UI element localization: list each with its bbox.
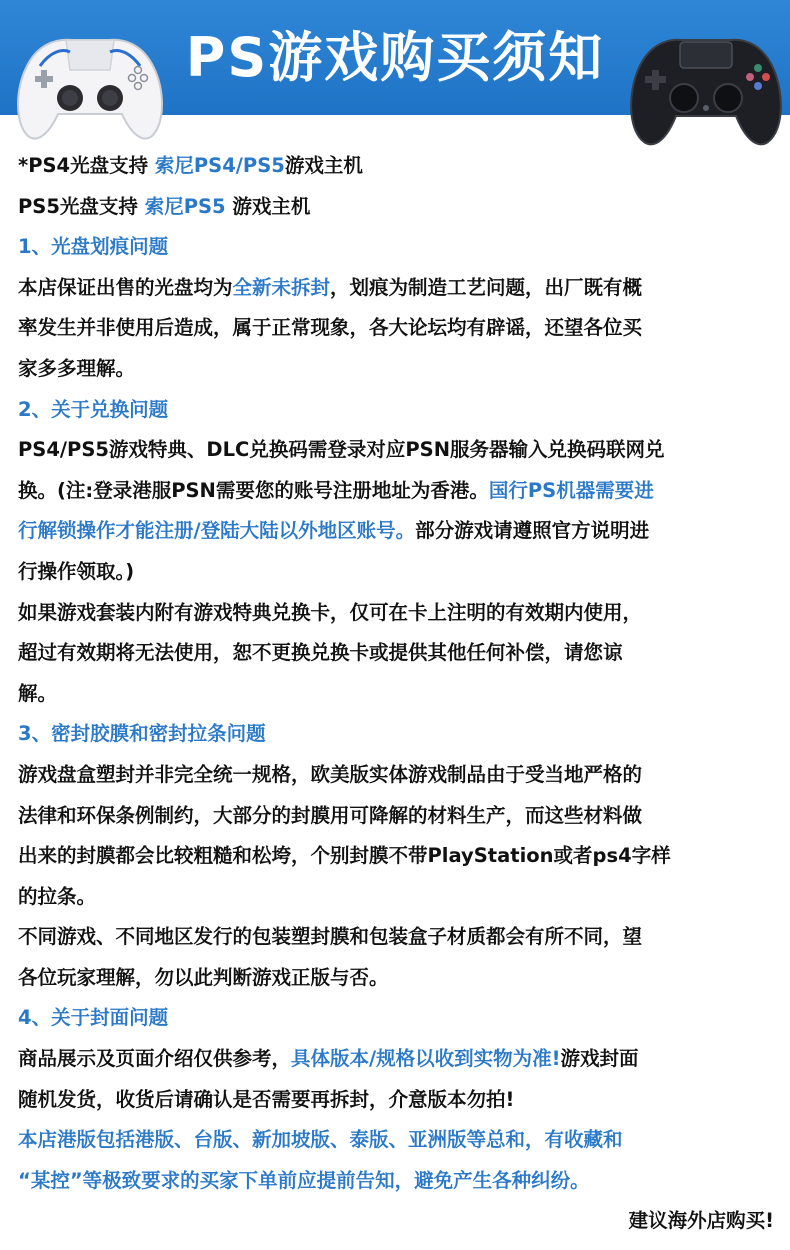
body-text: 换。(注:登录港服PSN需要您的账号注册地址为香港。	[18, 478, 489, 502]
body-text: 游戏主机	[225, 194, 311, 218]
text-line	[18, 1120, 776, 1161]
text-line	[18, 511, 776, 552]
text-line	[18, 796, 776, 837]
body-text: 行操作领取。)	[18, 559, 135, 583]
body-text: 商品展示及页面介绍仅供参考，	[18, 1047, 292, 1071]
text-line	[18, 268, 776, 309]
highlight-text: 本店港版包括港版、台版、新加坡版、泰版、亚洲版等总和，有收藏和	[18, 1128, 623, 1152]
page-title: PS游戏购买须知	[185, 26, 605, 89]
body-text: 不同游戏、不同地区发行的包装塑封膜和包装盒子材质都会有所不同，望	[18, 925, 643, 949]
text-line	[18, 430, 776, 471]
body-text: 的拉条。	[18, 884, 97, 908]
text-line	[18, 552, 776, 593]
highlight-text: 2、关于兑换问题	[18, 397, 169, 421]
body-text: 建议海外店购买!	[628, 1209, 774, 1233]
body-text: ，划痕为制造工艺问题，出厂既有概	[330, 275, 643, 299]
highlight-text: “某控”等极致要求的买家下单前应提前告知，避免产生各种纠纷。	[18, 1168, 590, 1192]
body-text: 本店保证出售的光盘均为	[18, 275, 233, 299]
body-text: 各位玩家理解，勿以此判断游戏正版与否。	[18, 965, 389, 989]
body-text: *PS4光盘支持	[18, 154, 155, 177]
section-heading	[18, 227, 776, 268]
text-line	[18, 308, 776, 349]
body-text: 出来的封膜都会比较粗糙和松垮，个别封膜不带PlayStation或者ps4字样	[18, 844, 671, 868]
text-line	[18, 877, 776, 918]
body-text: 法律和环保条例制约，大部分的封膜用可降解的材料生产，而这些材料做	[18, 803, 643, 827]
body-text: 游戏封面	[560, 1047, 639, 1071]
section-heading	[18, 998, 776, 1039]
text-line	[18, 1161, 776, 1202]
text-line	[18, 146, 776, 187]
text-line	[18, 187, 776, 228]
text-line	[18, 1039, 776, 1080]
text-line	[18, 471, 776, 512]
body-text: 解。	[18, 681, 58, 705]
highlight-text: 具体版本/规格以收到实物为准!	[291, 1047, 561, 1071]
text-line	[18, 593, 776, 634]
text-line	[18, 917, 776, 958]
body-text: 率发生并非使用后造成，属于正常现象，各大论坛均有辟谣，还望各位买	[18, 316, 643, 340]
highlight-text: 全新未拆封	[232, 275, 331, 299]
text-line	[18, 958, 776, 999]
text-line	[18, 674, 776, 715]
notice-content	[18, 146, 776, 1242]
body-text: PS5光盘支持	[18, 194, 145, 218]
section-heading	[18, 714, 776, 755]
body-text: PS4/PS5游戏特典、DLC兑换码需登录对应PSN服务器输入兑换码联网兑	[18, 438, 665, 462]
text-line	[18, 349, 776, 390]
text-line	[18, 1080, 776, 1121]
text-line	[18, 633, 776, 674]
closing-note	[18, 1201, 776, 1242]
section-heading	[18, 390, 776, 431]
body-text: 超过有效期将无法使用，恕不更换兑换卡或提供其他任何补偿，请您谅	[18, 641, 623, 665]
highlight-text: 1、光盘划痕问题	[18, 235, 169, 259]
highlight-text: 4、关于封面问题	[18, 1006, 169, 1030]
body-text: 如果游戏套装内附有游戏特典兑换卡，仅可在卡上注明的有效期内使用，	[18, 600, 643, 624]
highlight-text: 索尼PS5	[144, 194, 226, 218]
highlight-text: 国行PS机器需要进	[488, 478, 654, 502]
body-text: 部分游戏请遵照官方说明进	[415, 519, 650, 543]
ps4-controller-icon	[622, 12, 790, 152]
highlight-text: 索尼PS4/PS5	[154, 154, 285, 177]
text-line	[18, 836, 776, 877]
body-text: 游戏盘盒塑封并非完全统一规格，欧美版实体游戏制品由于受当地严格的	[18, 762, 643, 786]
highlight-text: 3、密封胶膜和密封拉条问题	[18, 722, 266, 746]
ps5-controller-icon	[10, 18, 170, 148]
body-text: 随机发货，收货后请确认是否需要再拆封，介意版本勿拍!	[18, 1087, 515, 1111]
body-text: 家多多理解。	[18, 356, 136, 380]
text-line	[18, 755, 776, 796]
body-text: 游戏主机	[284, 154, 363, 177]
highlight-text: 行解锁操作才能注册/登陆大陆以外地区账号。	[18, 519, 416, 543]
